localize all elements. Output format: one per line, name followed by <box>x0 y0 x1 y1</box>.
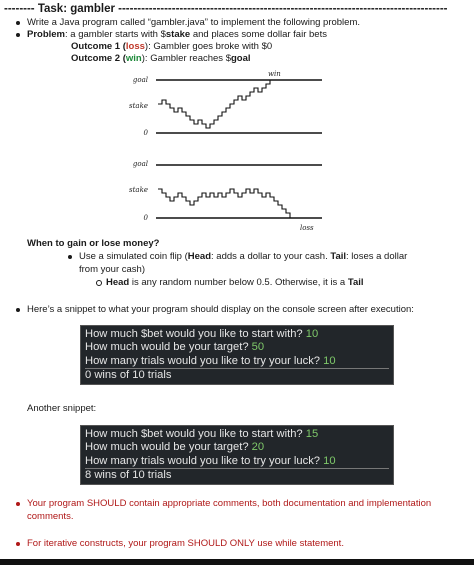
head-definition-head: Head <box>106 277 130 288</box>
coin-flip-head: Head <box>187 251 212 262</box>
console1-line-1 <box>85 328 389 341</box>
console1-a2: 50 <box>251 341 265 354</box>
loss-zero-label: 0 <box>143 214 148 222</box>
console1-q1: How much $bet would you like to start with? <box>85 328 306 340</box>
outcome-2-prefix: Outcome 2 ( <box>71 53 126 64</box>
console2-a1: 15 <box>305 428 319 440</box>
head-definition-text: is any random number below 0.5. Otherwise, it is a <box>129 277 348 288</box>
coin-flip-text-a: Use a simulated coin flip ( <box>79 251 188 262</box>
task-title: -------- Task: gambler -------------------------------------------------------------------------------------- <box>4 3 448 15</box>
outcome-1-suffix: ): Gambler goes broke with $0 <box>144 41 273 52</box>
console1-q3: How many trials would you like to try your luck? <box>85 354 324 367</box>
bottom-border <box>0 559 474 565</box>
loss-walk-path <box>158 189 294 218</box>
console2-a3: 10 <box>323 454 336 467</box>
console1-line-2 <box>85 341 389 354</box>
console1-result: 0 wins of 10 trials <box>85 368 389 382</box>
console-snippet-1 <box>80 325 394 385</box>
bullet-write-program: Write a Java program called “gambler.java” to implement the following problem. <box>27 17 361 28</box>
requirement-comments-continued: comments. <box>27 511 74 522</box>
win-walk-diagram <box>118 68 328 142</box>
problem-text-end: and places some dollar fair bets <box>190 29 327 40</box>
win-walk-path <box>158 80 270 128</box>
coin-flip-tail: Tail <box>330 251 347 262</box>
outcome-1-prefix: Outcome 1 ( <box>71 41 126 52</box>
win-goal-label: goal <box>132 76 148 84</box>
problem-text: : a gambler starts with $ <box>65 29 166 40</box>
win-zero-label: 0 <box>143 129 148 137</box>
console1-a3: 10 <box>323 354 336 367</box>
problem-label: Problem <box>27 29 66 40</box>
win-end-label: win <box>268 70 281 78</box>
outcome-2-win: win <box>125 53 142 64</box>
console2-line-1 <box>85 428 389 441</box>
console2-q1: How much $bet would you like to start with? <box>85 428 306 440</box>
console-snippet-2 <box>80 425 394 485</box>
outcome-1-loss: loss <box>125 41 145 52</box>
bullet-problem <box>27 29 327 41</box>
outcome-2-mid: ): Gambler reaches $ <box>141 53 231 64</box>
bullet-coin-flip <box>79 251 464 263</box>
console1-q2: How much would be your target? <box>85 341 252 354</box>
section-heading: When to gain or lose money? <box>27 238 160 249</box>
figure-win-walk <box>118 68 328 142</box>
console1-a1: 10 <box>305 328 319 340</box>
bullet-head-definition <box>106 277 364 289</box>
console2-q2: How much would be your target? <box>85 441 252 454</box>
requirement-while: For iterative constructs, your program SHOULD ONLY use while statement. <box>27 538 344 549</box>
bullet-snippet-intro: Here’s a snippet to what your program should display on the console screen after execution: <box>27 304 414 315</box>
loss-stake-label: stake <box>129 186 148 194</box>
console2-a2: 20 <box>251 441 265 454</box>
loss-goal-label: goal <box>132 160 148 168</box>
coin-flip-continued: from your cash) <box>79 264 145 275</box>
console1-line-3 <box>85 355 389 368</box>
figure-loss-walk <box>118 152 328 232</box>
loss-end-label: loss <box>300 224 314 232</box>
coin-flip-text-c: : loses a dollar <box>346 251 408 262</box>
coin-flip-text-b: : adds a dollar to your cash. <box>211 251 331 262</box>
console2-line-3 <box>85 455 389 468</box>
outcome-2-goal: goal <box>230 53 251 64</box>
outcome-1 <box>71 41 272 53</box>
console2-result: 8 wins of 10 trials <box>85 468 389 482</box>
requirement-comments: Your program SHOULD contain appropriate comments, both documentation and implementation <box>27 498 432 509</box>
head-definition-tail: Tail <box>347 277 364 288</box>
console2-q3: How many trials would you like to try your luck? <box>85 454 324 467</box>
another-snippet-label: Another snippet: <box>27 403 97 414</box>
console2-line-2 <box>85 441 389 454</box>
win-stake-label: stake <box>129 102 148 110</box>
loss-walk-diagram <box>118 152 328 232</box>
outcome-2 <box>71 53 251 65</box>
problem-stake: stake <box>165 29 191 40</box>
